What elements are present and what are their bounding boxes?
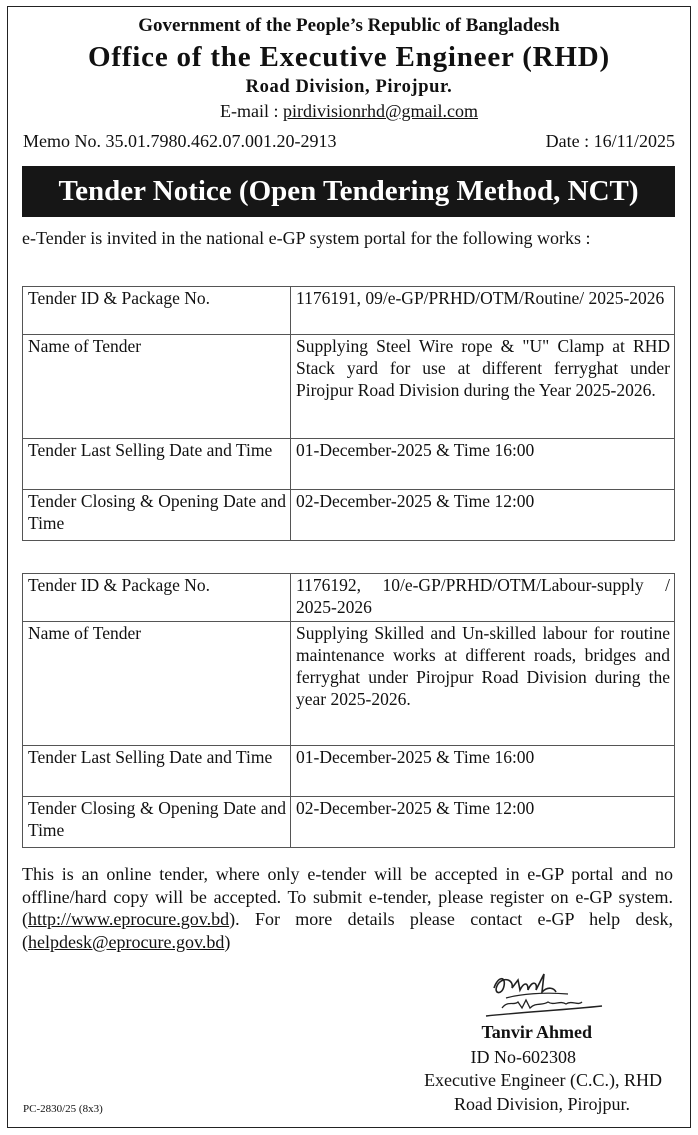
government-heading: Government of the People’s Republic of Bangladesh: [138, 15, 560, 36]
table-row: [23, 622, 675, 746]
signature-image: [484, 970, 604, 1022]
row-label: Tender Closing & Opening Date and Time: [23, 797, 291, 848]
row-value: 01-December-2025 & Time 16:00: [291, 746, 675, 797]
helpdesk-email-link[interactable]: helpdesk@eprocure.gov.bd: [28, 931, 225, 952]
notice-frame: [7, 6, 691, 1128]
row-value: 1176191, 09/e-GP/PRHD/OTM/Routine/ 2025-2026: [291, 287, 675, 335]
row-label: Name of Tender: [23, 335, 291, 439]
email-line: [8, 101, 690, 122]
row-value: 1176192, 10/e-GP/PRHD/OTM/Labour-supply / 2025-2026: [291, 574, 675, 622]
row-value: Supplying Skilled and Un-skilled labour for routine maintenance works at different roads, bridges and ferryghat under Pirojpur Road Division during the year 2025-2026.: [291, 622, 675, 746]
table-row: [23, 335, 675, 439]
signatory-office: Road Division, Pirojpur.: [453, 1094, 630, 1114]
tender-table-1: [22, 286, 675, 541]
row-label: Name of Tender: [23, 622, 291, 746]
intro-paragraph: e-Tender is invited in the national e-GP system portal for the following works :: [22, 228, 591, 248]
footer-text: ). For more details please contact e-GP help desk, (: [22, 909, 673, 952]
memo-number: Memo No. 35.01.7980.462.07.001.20-2913: [23, 131, 337, 151]
footer-paragraph: [22, 863, 673, 953]
tender-table-2: [22, 573, 675, 848]
signatory-title: Executive Engineer (C.C.), RHD: [424, 1070, 662, 1090]
row-label: Tender ID & Package No.: [23, 574, 291, 622]
row-value: Supplying Steel Wire rope & "U" Clamp at RHD Stack yard for use at different ferryghat under Pirojpur Road Division during the Year 2025-2026.: [291, 335, 675, 439]
table-row: [23, 439, 675, 490]
table-row: [23, 574, 675, 622]
table-row: [23, 490, 675, 541]
office-heading: Office of the Executive Engineer (RHD): [88, 41, 610, 73]
row-label: Tender Closing & Opening Date and Time: [23, 490, 291, 541]
table-row: [23, 746, 675, 797]
row-label: Tender ID & Package No.: [23, 287, 291, 335]
row-value: 02-December-2025 & Time 12:00: [291, 490, 675, 541]
table-row: [23, 287, 675, 335]
print-code: PC-2830/25 (8x3): [23, 1103, 103, 1115]
table-row: [23, 797, 675, 848]
row-label: Tender Last Selling Date and Time: [23, 746, 291, 797]
division-heading: Road Division, Pirojpur.: [245, 77, 453, 97]
email-address: pirdivisionrhd@gmail.com: [282, 101, 479, 121]
footer-text: This is an online tender, where only e-tender will be accepted in e-GP portal and no offline/hard copy will be accepted. To submit e-tender, please register on e-GP system. (: [22, 864, 673, 929]
row-value: 01-December-2025 & Time 16:00: [291, 439, 675, 490]
row-value: 02-December-2025 & Time 12:00: [291, 797, 675, 848]
signatory-id: ID No-602308: [470, 1047, 576, 1067]
eprocure-link[interactable]: http://www.eprocure.gov.bd: [28, 909, 230, 929]
footer-text: ): [224, 931, 231, 952]
memo-line: [23, 131, 675, 152]
memo-date: Date : 16/11/2025: [545, 131, 675, 151]
title-banner: Tender Notice (Open Tendering Method, NCT): [22, 166, 675, 217]
signatory-name: Tanvir Ahmed: [481, 1022, 592, 1042]
email-label: E-mail :: [219, 101, 283, 121]
row-label: Tender Last Selling Date and Time: [23, 439, 291, 490]
